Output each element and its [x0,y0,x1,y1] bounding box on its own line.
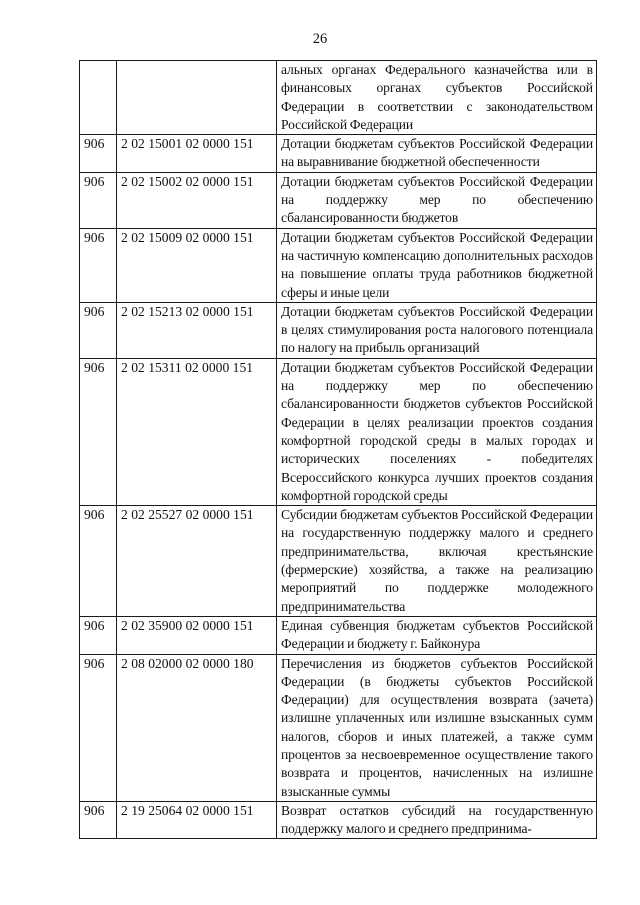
page-number: 26 [312,31,328,47]
admin-code-cell: 906 [80,302,117,358]
table-row [80,358,597,505]
revenue-code-cell: 2 02 25527 02 0000 151 [117,506,277,617]
revenue-code-cell: 2 02 15001 02 0000 151 [117,135,277,173]
admin-code-cell [80,61,117,135]
admin-code-cell: 906 [80,801,117,839]
revenue-name-cell: Единая субвенция бюджетам субъектов Российской Федерации и бюджету г. Байконура [277,616,597,654]
revenue-code-cell: 2 02 15213 02 0000 151 [117,302,277,358]
admin-code-cell: 906 [80,135,117,173]
admin-code-cell: 906 [80,358,117,505]
revenue-codes-table [79,60,597,839]
admin-code-cell: 906 [80,654,117,801]
revenue-name-cell: Дотации бюджетам субъектов Российской Федерации на поддержку мер по обеспечению сбалансированности бюджетов субъектов Российской Федерации в целях реализации проектов создания комфортной городской среды в малых городах и исторических поселениях - победителях Всероссийского конкурса лучших проектов создания комфортной городской среды [277,358,597,505]
table-row [80,228,597,302]
table-row [80,302,597,358]
revenue-code-cell [117,61,277,135]
revenue-name-cell: Дотации бюджетам субъектов Российской Федерации на частичную компенсацию дополнительных расходов на повышение оплаты труда работников бюджетной сферы и иные цели [277,228,597,302]
revenue-name-cell: Дотации бюджетам субъектов Российской Федерации на выравнивание бюджетной обеспеченности [277,135,597,173]
revenue-name-cell: Возврат остатков субсидий на государственную поддержку малого и среднего предпринима- [277,801,597,839]
revenue-code-cell: 2 02 15002 02 0000 151 [117,172,277,228]
revenue-name-cell: альных органах Федерального казначейства или в финансовых органах субъектов Российской Федерации в соответствии с законодательством Российской Федерации [277,61,597,135]
table-row [80,616,597,654]
admin-code-cell: 906 [80,228,117,302]
revenue-name-cell: Перечисления из бюджетов субъектов Российской Федерации (в бюджеты субъектов Российской Федерации) для осуществления возврата (зачета) излишне уплаченных или излишне взысканных сумм налогов, сборов и иных платежей, а также сумм процентов за несвоевременное осуществление такого возврата и процентов, начисленных на излишне взысканные суммы [277,654,597,801]
revenue-code-cell: 2 02 15009 02 0000 151 [117,228,277,302]
revenue-code-cell: 2 02 35900 02 0000 151 [117,616,277,654]
table-row [80,801,597,839]
revenue-code-cell: 2 08 02000 02 0000 180 [117,654,277,801]
admin-code-cell: 906 [80,616,117,654]
table-row [80,172,597,228]
admin-code-cell: 906 [80,172,117,228]
revenue-code-cell: 2 19 25064 02 0000 151 [117,801,277,839]
admin-code-cell: 906 [80,506,117,617]
revenue-name-cell: Дотации бюджетам субъектов Российской Федерации на поддержку мер по обеспечению сбалансированности бюджетов [277,172,597,228]
revenue-name-cell: Дотации бюджетам субъектов Российской Федерации в целях стимулирования роста налогового потенциала по налогу на прибыль организаций [277,302,597,358]
table-row [80,506,597,617]
revenue-name-cell: Субсидии бюджетам субъектов Российской Федерации на государственную поддержку малого и среднего предпринимательства, включая крестьянские (фермерские) хозяйства, а также на реализацию мероприятий по поддержке молодежного предпринимательства [277,506,597,617]
table-row [80,135,597,173]
table-row [80,654,597,801]
revenue-code-cell: 2 02 15311 02 0000 151 [117,358,277,505]
table-row [80,61,597,135]
